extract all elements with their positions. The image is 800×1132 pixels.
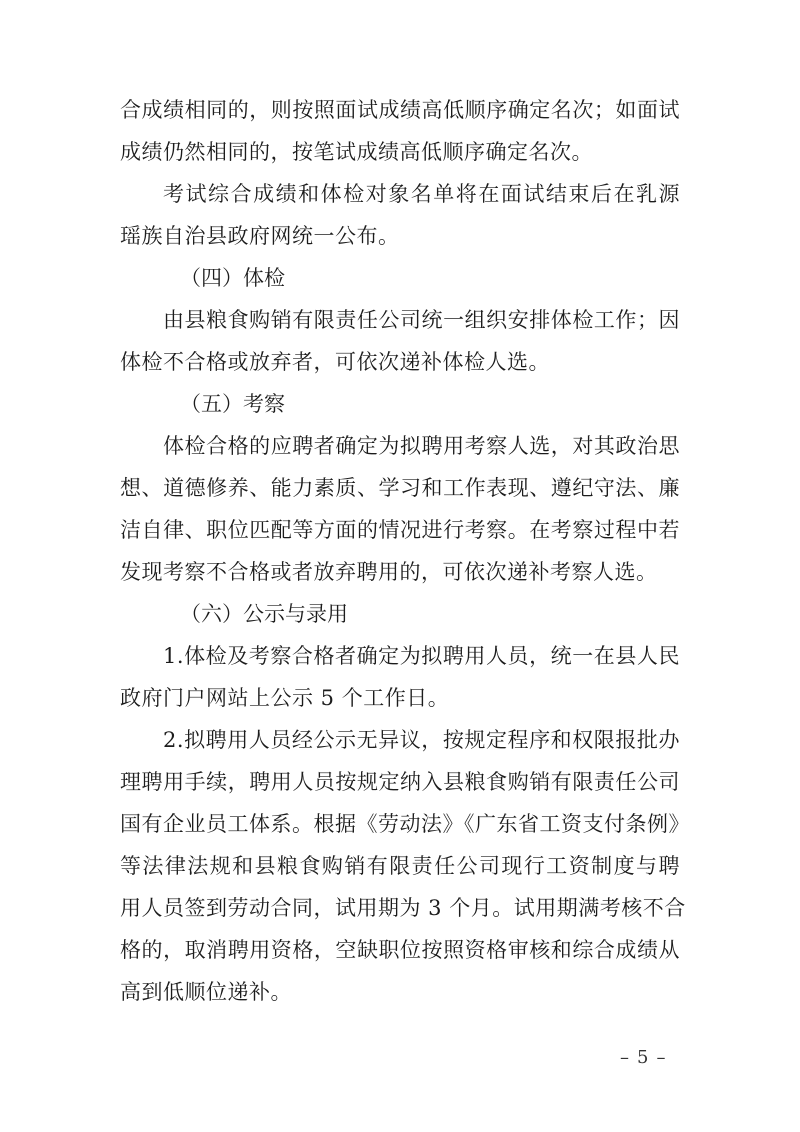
paragraph-line: 用人员签到劳动合同，试用期为 3 个月。试用期满考核不合 <box>120 896 686 920</box>
paragraph-line: 合成绩相同的，则按照面试成绩高低顺序确定名次；如面试 <box>120 98 680 122</box>
page-dash-right: – <box>656 1047 666 1068</box>
paragraph-line: 高到低顺位递补。 <box>120 980 292 1004</box>
section-heading: （四）体检 <box>180 266 285 290</box>
paragraph-line: 格的，取消聘用资格，空缺职位按照资格审核和综合成绩从 <box>120 938 680 962</box>
paragraph-line: 体检不合格或放弃者，可依次递补体检人选。 <box>120 350 550 374</box>
paragraph-line: 成绩仍然相同的，按笔试成绩高低顺序确定名次。 <box>120 140 593 164</box>
page-number-value: 5 <box>637 1047 649 1068</box>
page-number <box>620 1046 665 1070</box>
paragraph-line: 理聘用手续，聘用人员按规定纳入县粮食购销有限责任公司 <box>120 770 680 794</box>
section-heading: （六）公示与录用 <box>180 602 348 626</box>
paragraph-line: 政府门户网站上公示 5 个工作日。 <box>120 686 450 710</box>
paragraph-line: 发现考察不合格或者放弃聘用的，可依次递补考察人选。 <box>120 560 658 584</box>
paragraph-line: 洁自律、职位匹配等方面的情况进行考察。在考察过程中若 <box>120 518 680 542</box>
paragraph-line: 等法律法规和县粮食购销有限责任公司现行工资制度与聘 <box>120 854 680 878</box>
paragraph-line: 想、道德修养、能力素质、学习和工作表现、遵纪守法、廉 <box>120 476 680 500</box>
paragraph-line: 由县粮食购销有限责任公司统一组织安排体检工作；因 <box>163 308 680 332</box>
paragraph-line: 体检合格的应聘者确定为拟聘用考察人选，对其政治思 <box>163 434 680 458</box>
paragraph-line: 2.拟聘用人员经公示无异议，按规定程序和权限报批办 <box>163 728 680 752</box>
paragraph-line: 瑶族自治县政府网统一公布。 <box>120 224 400 248</box>
paragraph-line: 1.体检及考察合格者确定为拟聘用人员，统一在县人民 <box>163 644 680 668</box>
paragraph-line: 考试综合成绩和体检对象名单将在面试结束后在乳源 <box>163 182 680 206</box>
section-heading: （五）考察 <box>180 392 285 416</box>
paragraph-line: 国有企业员工体系。根据《劳动法》《广东省工资支付条例》 <box>120 812 690 836</box>
page-dash-left: – <box>620 1047 629 1068</box>
